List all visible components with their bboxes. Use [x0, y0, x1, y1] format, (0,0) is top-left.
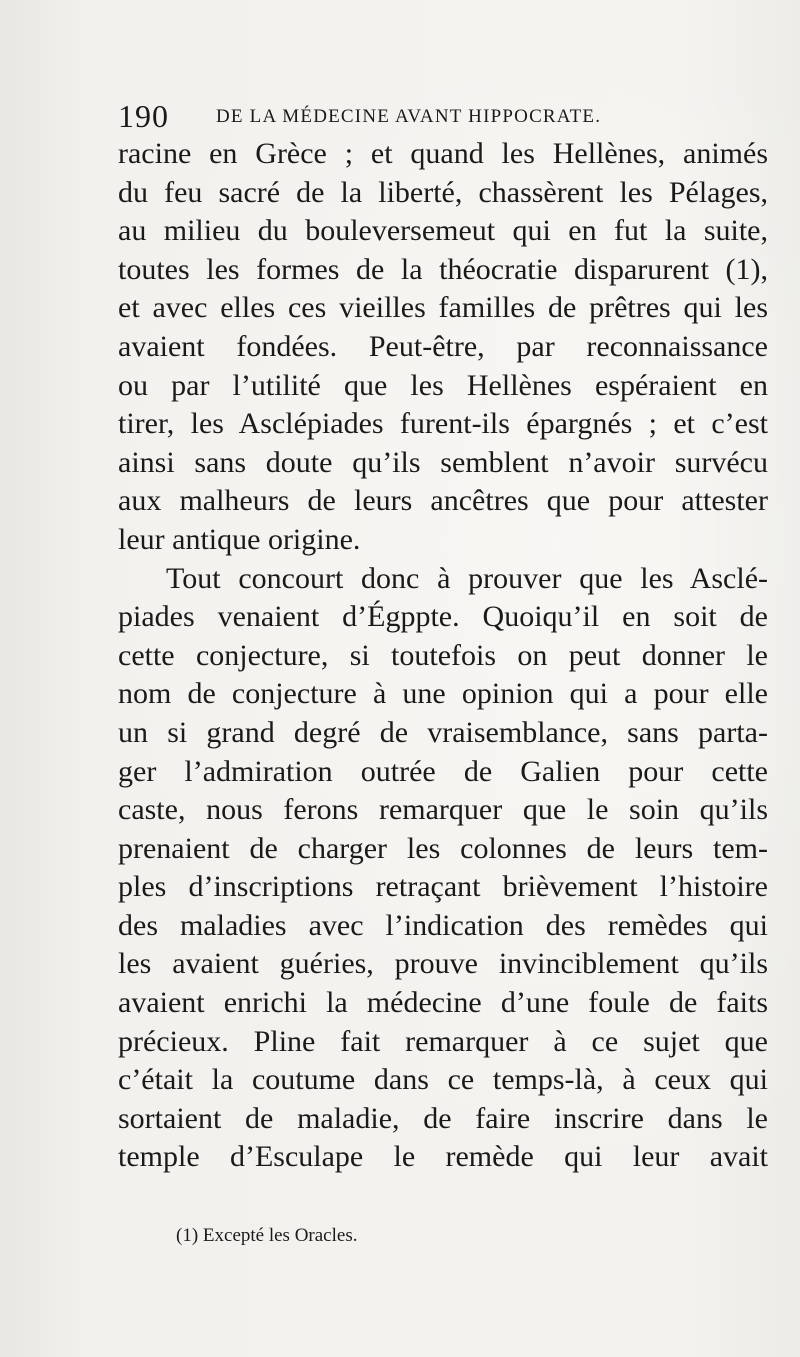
text-line-paragraph-start: Tout concourt donc à prouver que les Asclé-: [166, 561, 768, 595]
running-head: [118, 96, 678, 136]
text-line: aux malheurs de leurs ancêtres que pour attester: [118, 484, 768, 518]
text-line: ples d’inscriptions retraçant brièvement l’histoire: [118, 870, 768, 904]
text-line: avaient fondées. Peut-être, par reconnaissance: [118, 329, 768, 363]
body-text: [118, 135, 768, 1177]
text-line: ger l’admiration outrée de Galien pour cette: [118, 754, 768, 788]
text-line: avaient enrichi la médecine d’une foule de faits: [118, 986, 768, 1020]
text-line-paragraph-end: leur antique origine.: [118, 522, 361, 556]
text-line: au milieu du bouleversemeut qui en fut la suite,: [118, 214, 768, 248]
text-line: racine en Grèce ; et quand les Hellènes, animés: [118, 137, 768, 170]
text-line: cette conjecture, si toutefois on peut donner le: [118, 638, 768, 672]
text-line: c’était la coutume dans ce temps-là, à ceux qui: [118, 1063, 768, 1097]
text-line: piades venaient d’Égppte. Quoiqu’il en soit de: [118, 600, 768, 634]
text-line: prenaient de charger les colonnes de leurs tem-: [118, 831, 768, 865]
text-line: les avaient guéries, prouve invinciblement qu’ils: [118, 947, 768, 981]
text-line: nom de conjecture à une opinion qui a pour elle: [118, 677, 768, 711]
footnote: (1) Excepté les Oracles.: [176, 1225, 358, 1246]
text-line: sortaient de maladie, de faire inscrire dans le: [118, 1101, 768, 1135]
page-number: 190: [118, 98, 169, 134]
text-line: et avec elles ces vieilles familles de prêtres qui les: [118, 291, 768, 325]
text-line: précieux. Pline fait remarquer à ce sujet que: [118, 1024, 768, 1058]
text-line: caste, nous ferons remarquer que le soin qu’ils: [118, 793, 768, 827]
running-title: DE LA MÉDECINE AVANT HIPPOCRATE.: [216, 106, 602, 127]
text-line: ainsi sans doute qu’ils semblent n’avoir survécu: [118, 445, 768, 479]
text-line: toutes les formes de la théocratie disparurent (1),: [118, 252, 768, 286]
text-line: du feu sacré de la liberté, chassèrent les Pélages,: [118, 175, 768, 209]
text-line: ou par l’utilité que les Hellènes espéraient en: [118, 368, 768, 402]
text-line: un si grand degré de vraisemblance, sans parta-: [118, 715, 768, 749]
text-line: des maladies avec l’indication des remèdes qui: [118, 908, 768, 942]
text-line: temple d’Esculape le remède qui leur avait: [118, 1140, 768, 1174]
text-line: tirer, les Asclépiades furent-ils épargnés ; et c’est: [118, 407, 768, 441]
